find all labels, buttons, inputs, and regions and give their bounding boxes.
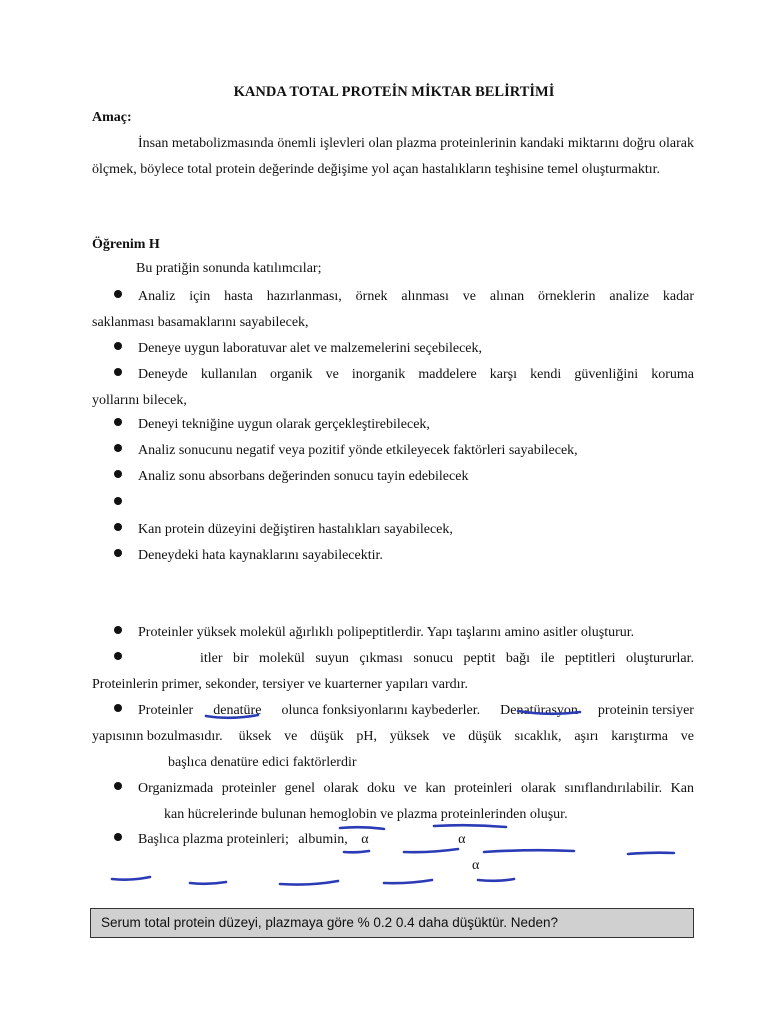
alpha-symbol: α bbox=[472, 858, 480, 873]
underline-mark bbox=[280, 881, 338, 885]
list-item: Analiz sonu absorbans değerinden sonucu tayin edebilecek bbox=[92, 464, 694, 490]
alpha-symbol: α bbox=[361, 832, 369, 847]
list-item: Proteinler denatüre olunca fonksiyonlarını kaybederler. Denatürasyon proteinin tersiyer yapısının bozulmasıdır. üksek ve düşük pH, yüksek ve düşük sıcaklık, aşırı karıştırma ve başlıca denatüre edici faktörlerdir bbox=[92, 698, 694, 776]
list-item: Deneyi tekniğine uygun olarak gerçekleştirebilecek, bbox=[92, 412, 694, 438]
underline-mark bbox=[478, 879, 514, 881]
term-denaturation: Denatürasyon bbox=[500, 703, 578, 718]
bullet bbox=[114, 444, 122, 452]
list-item: Deneye uygun laboratuvar alet ve malzemelerini seçebilecek, bbox=[92, 336, 694, 362]
list-item: Başlıca plazma proteinleri; albumin, α α α bbox=[92, 827, 694, 879]
list-item: Proteinler yüksek molekül ağırlıklı polipeptitlerdir. Yapı taşlarını amino asitler oluşturur. bbox=[92, 620, 694, 646]
bullet bbox=[114, 523, 122, 531]
bullet bbox=[114, 782, 122, 790]
bullet bbox=[114, 704, 122, 712]
bullet bbox=[114, 418, 122, 426]
outcomes-intro: Bu pratiğin sonunda katılımcılar; bbox=[136, 261, 322, 276]
alpha-symbol: α bbox=[458, 832, 466, 847]
list-item: Analiz için hasta hazırlanması, örnek alınması ve alınan örneklerin analize kadar saklanması basamaklarını sayabilecek, bbox=[92, 289, 694, 330]
underline-mark bbox=[190, 882, 226, 884]
document-title: KANDA TOTAL PROTEİN MİKTAR BELİRTİMİ bbox=[233, 84, 555, 100]
list-item: Deneydeki hata kaynaklarını sayabilecektir. bbox=[92, 543, 694, 569]
aim-paragraph: İnsan metabolizmasında önemli işlevleri olan plazma proteinlerinin kandaki miktarını doğru olarak ölçmek, böylece total protein değerinde değişime yol açan hastalıkların teşhisine temel oluşturmaktır. bbox=[92, 136, 694, 177]
list-item bbox=[92, 491, 694, 517]
bullet bbox=[114, 497, 122, 505]
bullet bbox=[114, 290, 122, 298]
underline-mark bbox=[384, 880, 432, 883]
bullet bbox=[114, 368, 122, 376]
bullet bbox=[114, 626, 122, 634]
term-hemoglobin: hemoglobin bbox=[309, 807, 377, 822]
term-albumin: albumin, bbox=[298, 832, 348, 847]
bullet bbox=[114, 342, 122, 350]
bullet bbox=[114, 549, 122, 557]
bullet bbox=[114, 652, 122, 660]
list-item: Kan protein düzeyini değiştiren hastalıkları sayabilecek, bbox=[92, 517, 694, 543]
term-denature: denatüre bbox=[213, 703, 262, 718]
list-item: Organizmada proteinler genel olarak doku ve kan proteinleri olarak sınıflandırılabilir. Kan kan hücrelerinde bulunan hemoglobin ve plazma proteinlerinden oluşur. bbox=[92, 776, 694, 828]
bullet bbox=[114, 470, 122, 478]
list-item: Analiz sonucunu negatif veya pozitif yönde etkileyecek faktörleri sayabilecek, bbox=[92, 438, 694, 464]
aim-heading: Amaç: bbox=[92, 110, 132, 125]
bullet bbox=[114, 833, 122, 841]
term-plasma-proteins: plazma proteinlerinden bbox=[396, 807, 527, 822]
outcomes-heading: Öğrenim H bbox=[92, 237, 160, 252]
question-box: Serum total protein düzeyi, plazmaya göre % 0.2 0.4 daha düşüktür. Neden? bbox=[90, 908, 694, 938]
list-item: itler bir molekül suyun çıkması sonucu peptit bağı ile peptitleri oluştururlar. Proteinlerin primer, sekonder, tersiyer ve kuarterner yapıları vardır. bbox=[92, 651, 694, 692]
list-item: Deneyde kullanılan organik ve inorganik maddelere karşı kendi güvenliğini koruma yollarını bilecek, bbox=[92, 367, 694, 408]
